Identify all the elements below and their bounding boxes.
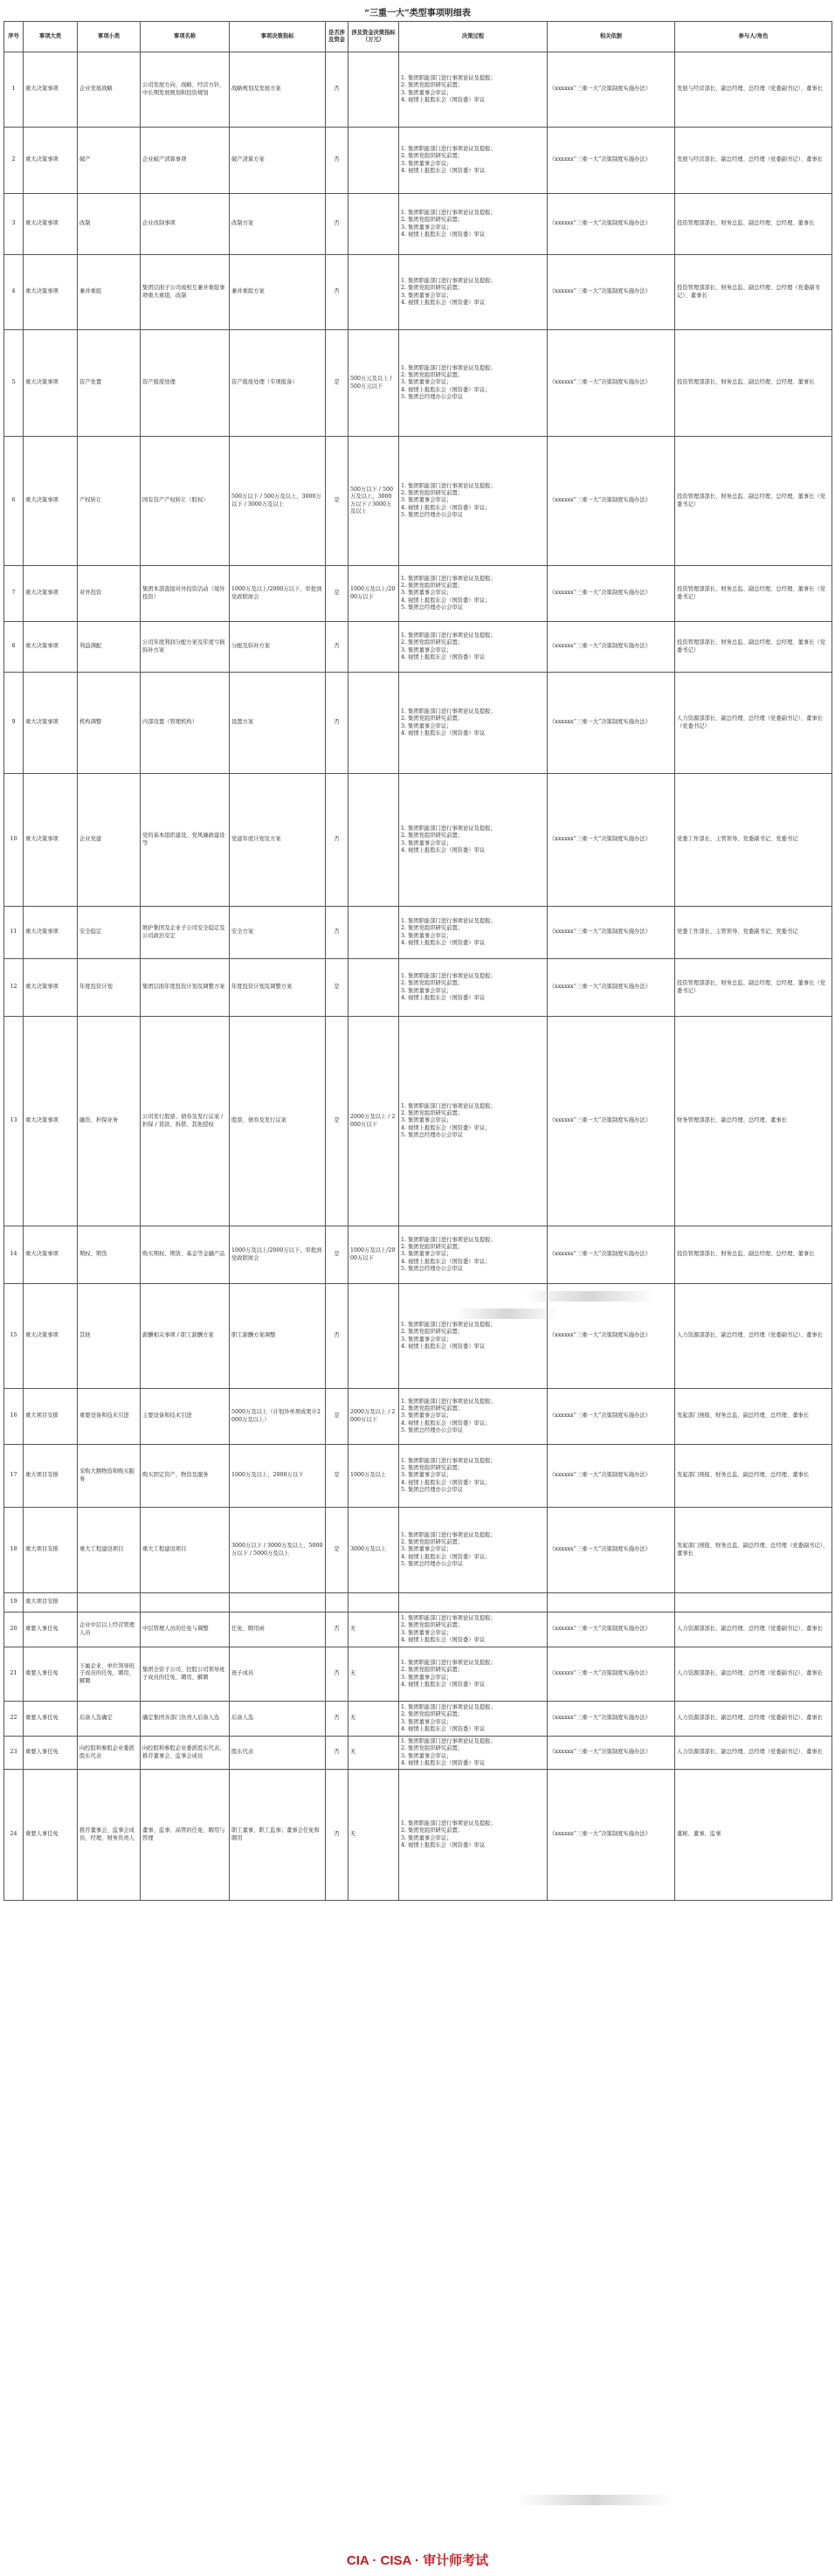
row-number-cell: 7 — [4, 566, 24, 622]
involves-funds-cell: 是 — [326, 566, 348, 622]
decision-process-cell: 1. 集团职能部门进行事项论证及提报； 2. 集团党组织研究前置； 3. 集团董事会审议； 4. 视情上报股东会（国资委）审议 — [399, 1702, 548, 1737]
decision-process-cell: 1. 集团职能部门进行事项论证及提报； 2. 集团党组织研究前置； 3. 集团董事会审议； 4. 视情上报股东会（国资委）审议 — [399, 673, 548, 774]
row-number-cell: 5 — [4, 330, 24, 437]
table-row — [4, 1647, 832, 1702]
roles-cell: 发展与经营部长、副总经理、总经理（党委副书记）、董事长 — [675, 52, 832, 128]
decision-process-cell: 1. 集团职能部门进行事项论证及提报； 2. 集团党组织研究前置； 3. 集团董事会审议； 4. 视情上报股东会（国资委）审议 — [399, 1770, 548, 1901]
basis-cell: 《xxxxxx“三重一大”决策制度实施办法》 — [548, 1647, 675, 1702]
basis-cell: 《xxxxxx“三重一大”决策制度实施办法》 — [548, 1737, 675, 1770]
row-number-cell: 3 — [4, 194, 24, 255]
subcategory-cell: 企业党建 — [78, 774, 141, 907]
fund-threshold-cell: 无 — [348, 1737, 399, 1770]
row-number-cell: 21 — [4, 1647, 24, 1702]
table-row — [4, 52, 832, 128]
row-number-cell: 24 — [4, 1770, 24, 1901]
table-row — [4, 1702, 832, 1737]
decision-indicator-cell: 破产清算方案 — [230, 128, 326, 194]
basis-cell: 《xxxxxx“三重一大”决策制度实施办法》 — [548, 52, 675, 128]
decision-indicator-cell — [230, 1593, 326, 1613]
decision-process-cell: 1. 集团职能部门进行事项论证及提报； 2. 集团党组织研究前置； 3. 集团董事会审议； 4. 视情上报股东会（国资委）审议 — [399, 1284, 548, 1389]
row-number-cell: 19 — [4, 1593, 24, 1613]
header-cell: 决策过程 — [399, 22, 548, 52]
decision-indicator-cell: 战略规划及发展方案 — [230, 52, 326, 128]
roles-cell: 发起部门预报、财务总监、副总经理、总经理、董事长 — [675, 1389, 832, 1445]
roles-cell: 投资管理部部长、财务总监、副总经理、总经理（党委副书记）、董事长 — [675, 255, 832, 330]
category-cell: 重大决策事项 — [24, 1226, 78, 1284]
basis-cell: 《xxxxxx“三重一大”决策制度实施办法》 — [548, 622, 675, 673]
decision-process-cell: 1. 集团职能部门进行事项论证及提报； 2. 集团党组织研究前置； 3. 集团董事会审议； 4. 视情上报股东会（国资委）审议 — [399, 52, 548, 128]
basis-cell: 《xxxxxx“三重一大”决策制度实施办法》 — [548, 566, 675, 622]
basis-cell: 《xxxxxx“三重一大”决策制度实施办法》 — [548, 128, 675, 194]
subcategory-cell: 重要设备和技术引进 — [78, 1389, 141, 1445]
fund-threshold-cell — [348, 959, 399, 1017]
roles-cell: 投资管理部部长、财务总监、副总经理、总经理、董事长（党委书记） — [675, 437, 832, 566]
involves-funds-cell: 是 — [326, 1445, 348, 1508]
subcategory-cell: 融资、担保业务 — [78, 1017, 141, 1226]
roles-cell — [675, 1593, 832, 1613]
decision-indicator-cell: 兼并重组方案 — [230, 255, 326, 330]
header-cell: 事项名称 — [141, 22, 230, 52]
decision-indicator-cell: 5000万及以上（计划外单项成果计2000万及以上） — [230, 1389, 326, 1445]
table-header-row — [4, 22, 832, 52]
decision-process-cell: 1. 集团职能部门进行事项论证及提报； 2. 集团党组织研究前置； 3. 集团董事会审议； 4. 视情上报股东会（国资委）审议 — [399, 255, 548, 330]
subcategory-cell: 安全稳定 — [78, 907, 141, 959]
involves-funds-cell: 否 — [326, 622, 348, 673]
decision-indicator-cell: 任免、聘用函 — [230, 1613, 326, 1647]
fund-threshold-cell: 1000万及以上/2000万以下 — [348, 566, 399, 622]
subcategory-cell: 机构调整 — [78, 673, 141, 774]
row-number-cell: 4 — [4, 255, 24, 330]
decision-matrix-table — [3, 21, 832, 1901]
item-name-cell: 企业改制事项 — [141, 194, 230, 255]
subcategory-cell: 采购大额物资和购买服务 — [78, 1445, 141, 1508]
decision-indicator-cell: 1000万及以上/2000万以下，审批到党政联席会 — [230, 566, 326, 622]
item-name-cell: 国有资产产权转让（股权） — [141, 437, 230, 566]
roles-cell: 财务管理部部长、副总经理、总经理、董事长 — [675, 1017, 832, 1226]
header-cell: 涉及资金决策指标（万元） — [348, 22, 399, 52]
decision-indicator-cell: 1000万及以上/2000万以下，审批到党政联席会 — [230, 1226, 326, 1284]
category-cell: 重大决策事项 — [24, 1017, 78, 1226]
blurred-watermark — [524, 1291, 655, 1302]
item-name-cell: 集团全资子公司、控股公司领导班子成员的任免、聘用、解聘 — [141, 1647, 230, 1702]
category-cell: 重大决策事项 — [24, 1284, 78, 1389]
item-name-cell: 内部设置（管理机构） — [141, 673, 230, 774]
involves-funds-cell: 是 — [326, 330, 348, 437]
subcategory-cell: 后备人选确定 — [78, 1702, 141, 1737]
footer-watermark: CIA · CISA · 审计师考试 — [346, 2553, 489, 2568]
involves-funds-cell: 是 — [326, 1389, 348, 1445]
row-number-cell: 11 — [4, 907, 24, 959]
row-number-cell: 14 — [4, 1226, 24, 1284]
table-row — [4, 330, 832, 437]
involves-funds-cell: 否 — [326, 194, 348, 255]
category-cell: 重大决策事项 — [24, 255, 78, 330]
category-cell: 重大决策事项 — [24, 774, 78, 907]
roles-cell: 人力资源部部长、副总经理、总经理（党委副书记）、董事长 — [675, 1702, 832, 1737]
category-cell: 重大项目安排 — [24, 1389, 78, 1445]
item-name-cell: 集团本部直接对外投资活动（境外投资） — [141, 566, 230, 622]
item-name-cell: 薪酬相关事项 / 职工薪酬方案 — [141, 1284, 230, 1389]
subcategory-cell: 利益调配 — [78, 622, 141, 673]
item-name-cell: 向控股和参股企业委派股东代表、推荐董事会、监事会成员 — [141, 1737, 230, 1770]
roles-cell: 发起部门预报、财务总监、副总经理、总经理、董事长 — [675, 1445, 832, 1508]
item-name-cell: 集团层面子公司或相互兼并重组事项重大重组、改制 — [141, 255, 230, 330]
subcategory-cell: 期权、期货 — [78, 1226, 141, 1284]
table-row — [4, 1508, 832, 1593]
roles-cell: 投资管理部部长、财务总监、副总经理、总经理、董事长 — [675, 194, 832, 255]
table-row — [4, 194, 832, 255]
roles-cell: 人力资源部部长、副总经理、总经理（党委副书记）、董事长（党委书记） — [675, 673, 832, 774]
subcategory-cell: 推荐董事会、监事会成员、经理、财务负责人 — [78, 1770, 141, 1901]
fund-threshold-cell — [348, 622, 399, 673]
involves-funds-cell — [326, 1593, 348, 1613]
row-number-cell: 12 — [4, 959, 24, 1017]
roles-cell: 人力资源部部长、副总经理、总经理（党委副书记）、董事长 — [675, 1284, 832, 1389]
table-row — [4, 1226, 832, 1284]
row-number-cell: 2 — [4, 128, 24, 194]
decision-process-cell: 1. 集团职能部门进行事项论证及提报； 2. 集团党组织研究前置； 3. 集团董事会审议； 4. 视情上报股东会（国资委）审议 — [399, 1613, 548, 1647]
item-name-cell: 公司发行股票、债券及发行议案 / 担保 / 贷款、拆借、其他授权 — [141, 1017, 230, 1226]
table-row — [4, 1737, 832, 1770]
basis-cell: 《xxxxxx“三重一大”决策制度实施办法》 — [548, 437, 675, 566]
involves-funds-cell: 是 — [326, 1226, 348, 1284]
subcategory-cell: 企业发展战略 — [78, 52, 141, 128]
decision-indicator-cell: 班子成员 — [230, 1647, 326, 1702]
category-cell: 重大项目安排 — [24, 1593, 78, 1613]
basis-cell — [548, 1593, 675, 1613]
decision-process-cell: 1. 集团职能部门进行事项论证及提报； 2. 集团党组织研究前置； 3. 集团董事会审议； 4. 视情上报股东会（国资委）审议 — [399, 1737, 548, 1770]
category-cell: 重大决策事项 — [24, 437, 78, 566]
fund-threshold-cell: 无 — [348, 1613, 399, 1647]
category-cell: 重要人事任免 — [24, 1702, 78, 1737]
involves-funds-cell: 否 — [326, 1770, 348, 1901]
involves-funds-cell: 否 — [326, 52, 348, 128]
basis-cell: 《xxxxxx“三重一大”决策制度实施办法》 — [548, 1445, 675, 1508]
decision-indicator-cell: 500万以下 / 500万及以上，3000万以下 / 3000万及以上 — [230, 437, 326, 566]
decision-process-cell: 1. 集团职能部门进行事项论证及提报； 2. 集团党组织研究前置； 3. 集团董事会审议； 4. 视情上报股东会（国资委）审议； 5. 集团总经理办公会审议 — [399, 1017, 548, 1226]
decision-process-cell: 1. 集团职能部门进行事项论证及提报； 2. 集团党组织研究前置； 3. 集团董事会审议； 4. 视情上报股东会（国资委）审议 — [399, 194, 548, 255]
decision-indicator-cell: 1000万及以上、2000万以下 — [230, 1445, 326, 1508]
roles-cell: 发展与经营部长、副总经理、总经理（党委副书记）、董事长 — [675, 128, 832, 194]
roles-cell: 投资管理部部长、财务总监、副总经理、总经理、董事长 — [675, 330, 832, 437]
table-row — [4, 1389, 832, 1445]
decision-indicator-cell: 分配及弥补方案 — [230, 622, 326, 673]
roles-cell: 人力资源部部长、副总经理、总经理（党委副书记）、董事长 — [675, 1647, 832, 1702]
row-number-cell: 9 — [4, 673, 24, 774]
fund-threshold-cell: 500万以下 / 500万及以上，3000万以下 / 3000万及以上 — [348, 437, 399, 566]
header-cell: 序号 — [4, 22, 24, 52]
table-row — [4, 959, 832, 1017]
category-cell: 重大决策事项 — [24, 907, 78, 959]
roles-cell: 投资管理部部长、财务总监、副总经理、总经理、董事长（党委书记） — [675, 959, 832, 1017]
category-cell: 重大决策事项 — [24, 673, 78, 774]
fund-threshold-cell: 1000万及以上/2000万以下 — [348, 1226, 399, 1284]
table-row — [4, 566, 832, 622]
item-name-cell: 董事、监事、高管的任免、聘用与管理 — [141, 1770, 230, 1901]
category-cell: 重大决策事项 — [24, 959, 78, 1017]
fund-threshold-cell — [348, 128, 399, 194]
involves-funds-cell: 否 — [326, 1702, 348, 1737]
row-number-cell: 20 — [4, 1613, 24, 1647]
category-cell: 重要人事任免 — [24, 1647, 78, 1702]
row-number-cell: 8 — [4, 622, 24, 673]
decision-process-cell: 1. 集团职能部门进行事项论证及提报； 2. 集团党组织研究前置； 3. 集团董事会审议； 4. 视情上报股东会（国资委）审议 — [399, 959, 548, 1017]
table-row — [4, 1017, 832, 1226]
category-cell: 重大决策事项 — [24, 330, 78, 437]
category-cell: 重大项目安排 — [24, 1508, 78, 1593]
decision-process-cell: 1. 集团职能部门进行事项论证及提报； 2. 集团党组织研究前置； 3. 集团董事会审议； 4. 视情上报股东会（国资委）审议 — [399, 128, 548, 194]
basis-cell: 《xxxxxx“三重一大”决策制度实施办法》 — [548, 1389, 675, 1445]
table-row — [4, 437, 832, 566]
decision-indicator-cell: 年度投资计划及调整方案 — [230, 959, 326, 1017]
decision-process-cell: 1. 集团职能部门进行事项论证及提报； 2. 集团党组织研究前置； 3. 集团董事会审议； 4. 视情上报股东会（国资委）审议； 5. 集团总经理办公会审议 — [399, 437, 548, 566]
item-name-cell: 公司年度利润分配方案及年度亏损弥补方案 — [141, 622, 230, 673]
subcategory-cell: 对外投资 — [78, 566, 141, 622]
header-cell: 相关依据 — [548, 22, 675, 52]
row-number-cell: 1 — [4, 52, 24, 128]
row-number-cell: 23 — [4, 1737, 24, 1770]
involves-funds-cell: 否 — [326, 255, 348, 330]
decision-indicator-cell: 股东代表 — [230, 1737, 326, 1770]
decision-process-cell — [399, 1593, 548, 1613]
item-name-cell — [141, 1593, 230, 1613]
subcategory-cell: 其他 — [78, 1284, 141, 1389]
involves-funds-cell: 是 — [326, 1017, 348, 1226]
decision-process-cell: 1. 集团职能部门进行事项论证及提报； 2. 集团党组织研究前置； 3. 集团董事会审议； 4. 视情上报股东会（国资委）审议 — [399, 907, 548, 959]
roles-cell: 发起部门预报、财务总监、副总经理、总经理（党委副书记）、董事长 — [675, 1508, 832, 1593]
subcategory-cell: 兼并重组 — [78, 255, 141, 330]
table-body — [4, 52, 832, 1901]
decision-indicator-cell: 后备人选 — [230, 1702, 326, 1737]
category-cell: 重大决策事项 — [24, 128, 78, 194]
row-number-cell: 6 — [4, 437, 24, 566]
table-row — [4, 1770, 832, 1901]
category-cell: 重大项目安排 — [24, 1445, 78, 1508]
involves-funds-cell: 否 — [326, 128, 348, 194]
involves-funds-cell: 否 — [326, 774, 348, 907]
item-name-cell: 公司发展方向、战略、经营方针、中长期发展规划和投资规划 — [141, 52, 230, 128]
subcategory-cell — [78, 1593, 141, 1613]
blurred-watermark — [515, 2495, 673, 2505]
fund-threshold-cell: 无 — [348, 1770, 399, 1901]
roles-cell: 人力资源部部长、副总经理、总经理（党委副书记）、董事长 — [675, 1613, 832, 1647]
item-name-cell: 确定集团各部门负责人后备人选 — [141, 1702, 230, 1737]
basis-cell: 《xxxxxx“三重一大”决策制度实施办法》 — [548, 1770, 675, 1901]
decision-process-cell: 1. 集团职能部门进行事项论证及提报； 2. 集团党组织研究前置； 3. 集团董事会审议； 4. 视情上报股东会（国资委）审议； 5. 集团总经理办公会审议 — [399, 1226, 548, 1284]
item-name-cell: 企业破产清算事项 — [141, 128, 230, 194]
fund-threshold-cell — [348, 907, 399, 959]
fund-threshold-cell: 500万元及以上 / 500万元以下 — [348, 330, 399, 437]
item-name-cell: 购买期权、期货、基金等金融产品 — [141, 1226, 230, 1284]
decision-process-cell: 1. 集团职能部门进行事项论证及提报； 2. 集团党组织研究前置； 3. 集团董事会审议； 4. 视情上报股东会（国资委）审议； 5. 集团总经理办公会审议 — [399, 1445, 548, 1508]
fund-threshold-cell — [348, 1284, 399, 1389]
fund-threshold-cell: 无 — [348, 1702, 399, 1737]
fund-threshold-cell: 3000万及以上 — [348, 1508, 399, 1593]
involves-funds-cell: 否 — [326, 1613, 348, 1647]
table-row — [4, 255, 832, 330]
category-cell: 重要人事任免 — [24, 1613, 78, 1647]
basis-cell: 《xxxxxx“三重一大”决策制度实施办法》 — [548, 1508, 675, 1593]
roles-cell: 董秘、董事、监事 — [675, 1770, 832, 1901]
subcategory-cell: 向控股和参股企业委派股东代表 — [78, 1737, 141, 1770]
row-number-cell: 17 — [4, 1445, 24, 1508]
decision-indicator-cell: 股票、债券及发行议案 — [230, 1017, 326, 1226]
table-row — [4, 907, 832, 959]
table-row — [4, 774, 832, 907]
table-row — [4, 1613, 832, 1647]
decision-indicator-cell: 3000万以下 / 3000万及以上、5000万以下 / 5000万及以上 — [230, 1508, 326, 1593]
involves-funds-cell: 否 — [326, 673, 348, 774]
table-row — [4, 673, 832, 774]
basis-cell: 《xxxxxx“三重一大”决策制度实施办法》 — [548, 1017, 675, 1226]
decision-process-cell: 1. 集团职能部门进行事项论证及提报； 2. 集团党组织研究前置； 3. 集团董事会审议； 4. 视情上报股东会（国资委）审议； 5. 集团总经理办公会审议 — [399, 330, 548, 437]
roles-cell: 人力资源部部长、副总经理、总经理（党委副书记）、董事长 — [675, 1737, 832, 1770]
roles-cell: 投资管理部部长、财务总监、副总经理、总经理、董事长（党委书记） — [675, 622, 832, 673]
roles-cell: 党委工作部长、主管领导、党委副书记、党委书记 — [675, 774, 832, 907]
item-name-cell: 中层管理人员的任免与调整 — [141, 1613, 230, 1647]
category-cell: 重大决策事项 — [24, 194, 78, 255]
decision-process-cell: 1. 集团职能部门进行事项论证及提报； 2. 集团党组织研究前置； 3. 集团董事会审议； 4. 视情上报股东会（国资委）审议； 5. 集团总经理办公会审议 — [399, 1389, 548, 1445]
decision-indicator-cell: 党建年度计划及方案 — [230, 774, 326, 907]
category-cell: 重要人事任免 — [24, 1737, 78, 1770]
basis-cell: 《xxxxxx“三重一大”决策制度实施办法》 — [548, 194, 675, 255]
fund-threshold-cell: 无 — [348, 1647, 399, 1702]
table-row — [4, 622, 832, 673]
involves-funds-cell: 否 — [326, 1647, 348, 1702]
roles-cell: 党委工作部长、主管领导、党委副书记、党委书记 — [675, 907, 832, 959]
subcategory-cell: 年度投资计划 — [78, 959, 141, 1017]
header-cell: 参与人/角色 — [675, 22, 832, 52]
basis-cell: 《xxxxxx“三重一大”决策制度实施办法》 — [548, 330, 675, 437]
fund-threshold-cell: 2000万及以上 / 2000万以下 — [348, 1389, 399, 1445]
table-row — [4, 128, 832, 194]
decision-process-cell: 1. 集团职能部门进行事项论证及提报； 2. 集团党组织研究前置； 3. 集团董事会审议； 4. 视情上报股东会（国资委）审议 — [399, 1647, 548, 1702]
subcategory-cell: 资产处置 — [78, 330, 141, 437]
decision-process-cell: 1. 集团职能部门进行事项论证及提报； 2. 集团党组织研究前置； 3. 集团董事会审议； 4. 视情上报股东会（国资委）审议 — [399, 774, 548, 907]
decision-process-cell: 1. 集团职能部门进行事项论证及提报； 2. 集团党组织研究前置； 3. 集团董事会审议； 4. 视情上报股东会（国资委）审议 — [399, 622, 548, 673]
table-row — [4, 1593, 832, 1613]
roles-cell: 投资管理部部长、财务总监、副总经理、总经理、董事长 — [675, 1226, 832, 1284]
subcategory-cell: 下属企业、单位领导班子成员的任免、聘用、解聘 — [78, 1647, 141, 1702]
fund-threshold-cell — [348, 774, 399, 907]
row-number-cell: 15 — [4, 1284, 24, 1389]
row-number-cell: 10 — [4, 774, 24, 907]
basis-cell: 《xxxxxx“三重一大”决策制度实施办法》 — [548, 774, 675, 907]
row-number-cell: 13 — [4, 1017, 24, 1226]
row-number-cell: 16 — [4, 1389, 24, 1445]
table-row — [4, 1445, 832, 1508]
item-name-cell: 集团层面年度投资计划及调整方案 — [141, 959, 230, 1017]
involves-funds-cell: 是 — [326, 1508, 348, 1593]
fund-threshold-cell: 2000万及以上 / 2000万以下 — [348, 1017, 399, 1226]
involves-funds-cell: 否 — [326, 1284, 348, 1389]
subcategory-cell: 产权转让 — [78, 437, 141, 566]
row-number-cell: 22 — [4, 1702, 24, 1737]
subcategory-cell: 改制 — [78, 194, 141, 255]
fund-threshold-cell — [348, 52, 399, 128]
basis-cell: 《xxxxxx“三重一大”决策制度实施办法》 — [548, 959, 675, 1017]
basis-cell: 《xxxxxx“三重一大”决策制度实施办法》 — [548, 1226, 675, 1284]
fund-threshold-cell — [348, 194, 399, 255]
header-cell: 事项决策指标 — [230, 22, 326, 52]
header-cell: 事项大类 — [24, 22, 78, 52]
decision-indicator-cell: 资产报废处理（专项报备） — [230, 330, 326, 437]
basis-cell: 《xxxxxx“三重一大”决策制度实施办法》 — [548, 673, 675, 774]
subcategory-cell: 破产 — [78, 128, 141, 194]
item-name-cell: 重大工程建设项目 — [141, 1508, 230, 1593]
category-cell: 重大决策事项 — [24, 566, 78, 622]
item-name-cell: 党的基本组织建设、党风廉政建设等 — [141, 774, 230, 907]
item-name-cell: 购买固定资产、物资及服务 — [141, 1445, 230, 1508]
roles-cell: 投资管理部部长、财务总监、副总经理、总经理、董事长（党委书记） — [675, 566, 832, 622]
decision-process-cell: 1. 集团职能部门进行事项论证及提报； 2. 集团党组织研究前置； 3. 集团董事会审议； 4. 视情上报股东会（国资委）审议； 5. 集团总经理办公会审议 — [399, 1508, 548, 1593]
decision-indicator-cell: 职工薪酬方案调整 — [230, 1284, 326, 1389]
decision-process-cell: 1. 集团职能部门进行事项论证及提报； 2. 集团党组织研究前置； 3. 集团董事会审议； 4. 视情上报股东会（国资委）审议； 5. 集团总经理办公会审议 — [399, 566, 548, 622]
basis-cell: 《xxxxxx“三重一大”决策制度实施办法》 — [548, 255, 675, 330]
basis-cell: 《xxxxxx“三重一大”决策制度实施办法》 — [548, 1284, 675, 1389]
row-number-cell: 18 — [4, 1508, 24, 1593]
involves-funds-cell: 否 — [326, 907, 348, 959]
document-title: “三重一大”类型事项明细表 — [364, 9, 471, 18]
decision-indicator-cell: 改制方案 — [230, 194, 326, 255]
blurred-watermark — [454, 1309, 559, 1319]
category-cell: 重大决策事项 — [24, 52, 78, 128]
fund-threshold-cell — [348, 673, 399, 774]
item-name-cell: 资产报废处理 — [141, 330, 230, 437]
involves-funds-cell: 是 — [326, 437, 348, 566]
involves-funds-cell: 是 — [326, 959, 348, 1017]
fund-threshold-cell — [348, 255, 399, 330]
involves-funds-cell: 否 — [326, 1737, 348, 1770]
basis-cell: 《xxxxxx“三重一大”决策制度实施办法》 — [548, 1613, 675, 1647]
category-cell: 重要人事任免 — [24, 1770, 78, 1901]
table-row — [4, 1284, 832, 1389]
item-name-cell: 主要设备和技术引进 — [141, 1389, 230, 1445]
fund-threshold-cell — [348, 1593, 399, 1613]
subcategory-cell: 重大工程建设项目 — [78, 1508, 141, 1593]
header-cell: 事项小类 — [78, 22, 141, 52]
decision-indicator-cell: 安全方案 — [230, 907, 326, 959]
item-name-cell: 维护集团及企业子公司安全稳定及公司政治安定 — [141, 907, 230, 959]
header-cell: 是否涉及资金 — [326, 22, 348, 52]
basis-cell: 《xxxxxx“三重一大”决策制度实施办法》 — [548, 1702, 675, 1737]
basis-cell: 《xxxxxx“三重一大”决策制度实施办法》 — [548, 907, 675, 959]
category-cell: 重大决策事项 — [24, 622, 78, 673]
fund-threshold-cell: 1000万及以上 — [348, 1445, 399, 1508]
subcategory-cell: 企业中层以上经营管理人员 — [78, 1613, 141, 1647]
decision-indicator-cell: 职工董事、职工监事；董事会任免和聘用 — [230, 1770, 326, 1901]
decision-indicator-cell: 设置方案 — [230, 673, 326, 774]
